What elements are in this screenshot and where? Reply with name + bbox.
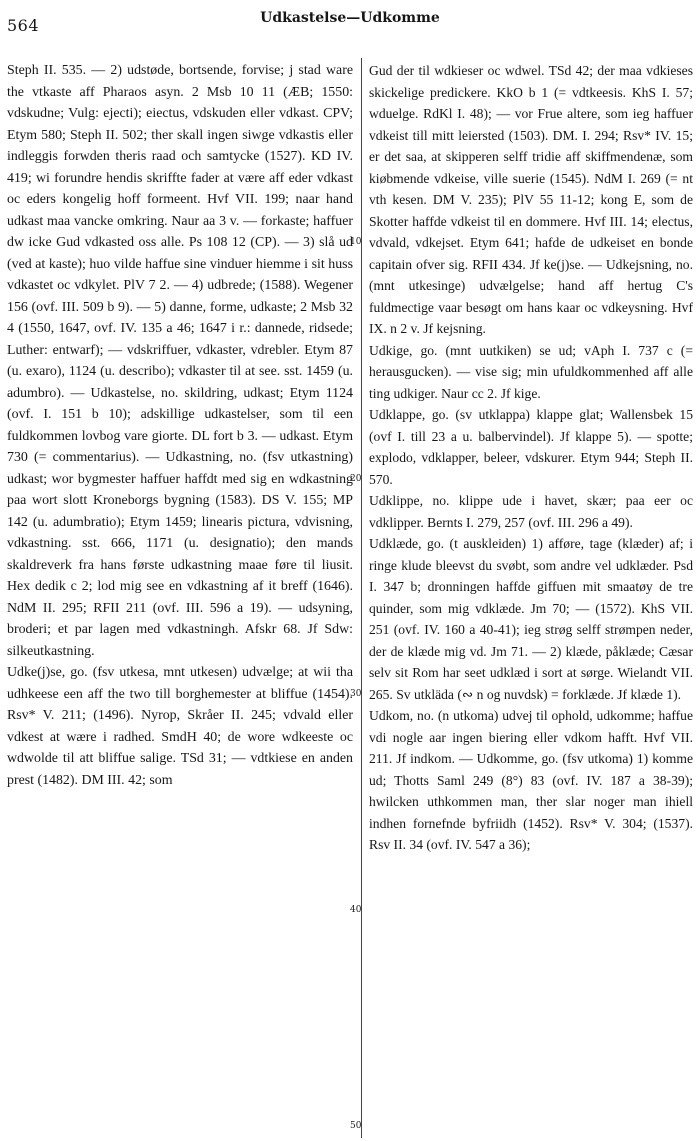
page-header <box>0 0 700 48</box>
line-number: 30 <box>350 689 362 699</box>
entry-paragraph: Steph II. 535. — 2) udstøde, bortsende, forvise; j stad ware the vtkaste aff Pharaos asyn. 2 Msb 10 11 (ÆB; 1550: vdskudne; Vulg: ejecti); eiectus, vdskuden eller vdkast. CPV; Etym 580; Steph II. 502; ther skall ingen siwge vdkastis eller indleggis forwden theris raad och samtycke (1527). KD IV. 419; wi forundre hendis skriffte fader at være aff eder vdkast oc eders kongelig hoff formeent. Hvf VII. 199; naar hand udkast maa vancke omkring. Naur aa 3 v. — forkaste; haffuer dw icke Gud vdkasted oss alle. Ps 108 12 (CP). — 3) slå ud (ved at kaste); huo vilde haffue sine vinduer hiemme i sit huss vdkastet oc vdkylet. PlV 7 2. — 4) udbrede; (1588). Wegener 156 (ovf. III. 509 b 9). — 5) danne, forme, udkaste; 2 Msb 32 4 (1550, 1647, ovf. IV. 135 a 46; 1647 i r.: dannede, ridsede; Luther: entwarf); — vdskriffuer, vdkaster, vdrebler. Etym 87 (u. exaro), 1124 (u. describo); vdkaster til at see. sst. 1459 (u. adumbro). — Udkastelse, no. skildring, udkast; Etym 1124 (ovf. I. 151 b 10); adskillige udkastelser, som til een fuldkommen lovbog vare giorte. DL fort b 3. — udkast. Etym 730 (= commentarius). — Udkastning, no. (fsv utkastning) udkast; wor bygmester haffuer haffdt med sig en wdkastning paa wort slott Kroneborgs bygning (1583). DS V. 155; MP 142 (u. adumbratio); Etym 1459; linearis pictura, vdvisning, vdkastning. sst. 666, 1171 (u. designatio); den mands skaldreverk fra hans første udkastning maae føre til liusit. Hex dedik c 2; lod mig see en vdkastning af it breff (1646). NdM II. 295; RFII 211 (ovf. III. 596 a 19). — udsyning, broderi; et par lagen med vdkastningh. Afskr 68. Jf Sdw: silkeutkastning. <box>7 63 353 659</box>
line-numbers <box>350 60 364 1138</box>
line-number: 20 <box>350 474 362 484</box>
entry-paragraph: Udkom, no. (n utkoma) udvej til ophold, udkomme; haffue vdi nogle aar ingen biering eller vdkom hafft. Hvf VII. 211. Jf indkom. — Udkomme, go. (fsv utkoma) 1) komme ud; Thotts Saml 249 (8°) 83 (ovf. IV. 187 a 38-39); hwilcken uthkommen man, ther slar noger man ihiell indhen fornefnde byfriidh (1452). Rsv* V. 304; (1537). Rsv II. 34 (ovf. IV. 547 a 36); <box>369 708 693 852</box>
entry-paragraph: Udke(j)se, go. (fsv utkesa, mnt utkesen) udvælge; at wii tha udhkeese een aff the two till borghemester at bliffue (1454). Rsv* V. 211; (1496). Nyrop, Skråer II. 245; vdvald eller vdkest at wære i radhed. SmdH 40; de wore wdkeeste oc wdwolde til att bliffue salige. TSd 31; — vdtkiese en anden prest (1482). DM III. 42; som <box>7 665 353 788</box>
entry-paragraph: Udklappe, go. (sv utklappa) klappe glat; Wallensbek 15 (ovf I. till 23 a u. balbervindel). Jf klappe 5). — spotte; explodo, vdklapper, beleer, vdskurer. Etym 944; Steph II. 570. <box>369 407 693 487</box>
line-number: 50 <box>350 1121 362 1131</box>
line-number: 40 <box>350 905 362 915</box>
entry-paragraph: Udklæde, go. (t auskleiden) 1) afføre, tage (klæder) af; i ringe klude bleevst du svøbt, som andre vel udklæder. Psd I. 347 b; dronningen haffde giffuen mit smaatøy de tre quinder, som mig vdklæde. Jm 70; — (1572). KhS VII. 251 (ovf. IV. 160 a 40-41); ieg strøg selff strømpen neder, der de klæde mig vd. Jm 71. — 2) klæde, påklæde; Cæsar selv sit Rom har seet udklæd i sort at sørge. Wielandt VII. 265. Sv utkläda (∾ n og nuvdsk) = forklæde. Jf klæde 1). <box>369 536 693 702</box>
entry-paragraph: Udklippe, no. klippe ude i havet, skær; paa eer oc vdklipper. Bernts I. 279, 257 (ovf. III. 296 a 49). <box>369 493 693 530</box>
entry-paragraph: Gud der til wdkieser oc wdwel. TSd 42; der maa vdkieses skickelige predickere. KkO b 1 (= vdtkeesis. KhS I. 57; wduelge. RdKl I. 48); — vor Frue altere, som ieg haffuer vdkeist till mitt leiersted (1503). DM. I. 294; Rsv* IV. 15; er det saa, at skipperen selff tridie aff skiffmendenæ, som kiøbmende vdkeise, ville suerie (1545). NdM I. 269 (= nt vth kesen. DM V. 235); PlV 55 11-12; kong E, som de Skotter haffde vdkeist til en dommere. Hvf III. 14; electus, vdvald, vdkejset. Etym 641; hafde de udkeiset en bonde capitain ofver sig. RFII 434. Jf ke(j)se. — Udkejsning, no. (mnt utkesinge) udvælgelse; hand aff hertug C's fuldmectige vaar besøgt om hans kaar oc vdkeysning. Hvf IX. n 2 v. Jf kejsning. <box>369 63 693 336</box>
line-number: 10 <box>350 237 362 247</box>
right-column <box>369 60 693 1138</box>
entry-paragraph: Udkige, go. (mnt uutkiken) se ud; vAph I. 737 c (= herausgucken). — vise sig; min ufuldkommenhed aff alle ting udkiger. Naur cc 2. Jf kige. <box>369 342 693 401</box>
running-head: Udkastelse—Udkomme <box>260 10 440 26</box>
page-number: 564 <box>7 16 40 35</box>
left-column <box>7 60 353 1138</box>
